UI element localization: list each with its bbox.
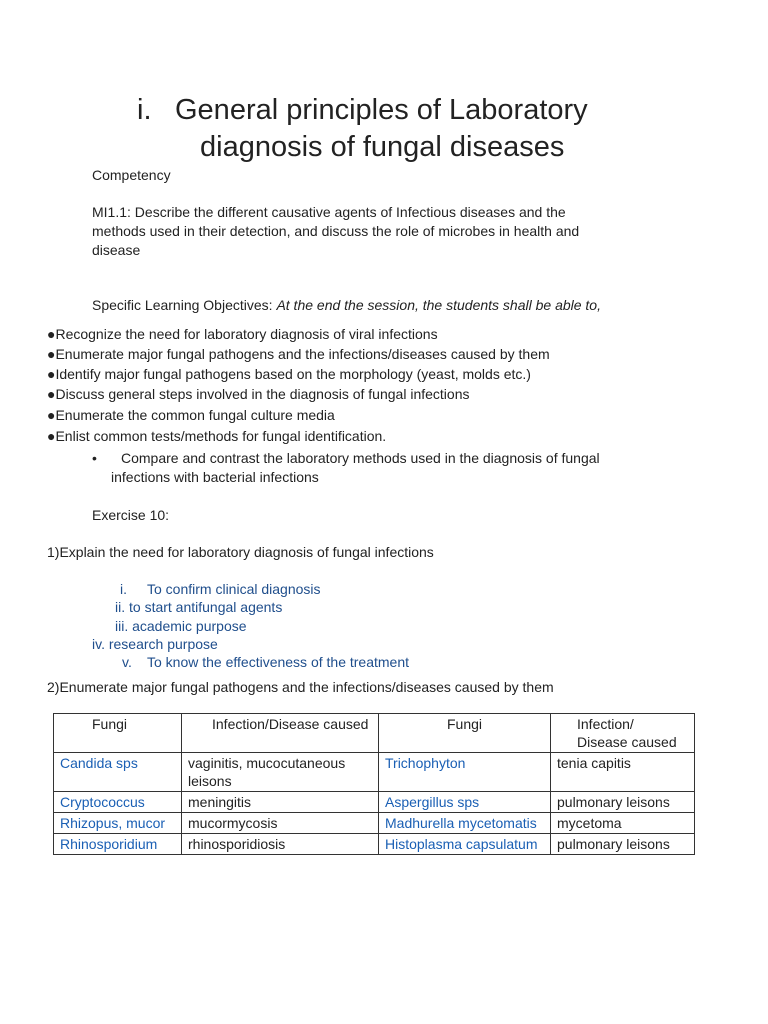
competency-line-2: methods used in their detection, and discuss the role of microbes in health and <box>92 223 580 239</box>
slo-item-7-bullet: • <box>92 450 97 466</box>
header-fungi-2: Fungi <box>379 714 551 753</box>
slo-item-1: ●Recognize the need for laboratory diagnosis of viral infections <box>47 326 438 342</box>
slo-item-7-line-1: Compare and contrast the laboratory methods used in the diagnosis of fungal <box>121 450 600 466</box>
disease-cell: pulmonary leisons <box>551 792 695 813</box>
table-header-row <box>54 714 695 753</box>
question-1: 1)Explain the need for laboratory diagnosis of fungal infections <box>47 544 434 560</box>
slo-item-3: ●Identify major fungal pathogens based on the morphology (yeast, molds etc.) <box>47 366 531 382</box>
fungus-cell: Cryptococcus <box>54 792 182 813</box>
header-disease-1: Infection/Disease caused <box>182 714 379 753</box>
competency-line-1: MI1.1: Describe the different causative agents of Infectious diseases and the <box>92 204 566 220</box>
table-row <box>54 753 695 792</box>
fungal-pathogens-table <box>53 713 695 855</box>
disease-cell: meningitis <box>182 792 379 813</box>
exercise-heading: Exercise 10: <box>92 507 170 523</box>
fungus-cell: Rhinosporidium <box>54 834 182 855</box>
table-row <box>54 813 695 834</box>
disease-cell: pulmonary leisons <box>551 834 695 855</box>
disease-cell: mucormycosis <box>182 813 379 834</box>
question-2: 2)Enumerate major fungal pathogens and the infections/diseases caused by them <box>47 679 554 695</box>
header-disease-2: Infection/ Disease caused <box>551 714 695 753</box>
fungus-cell: Trichophyton <box>379 753 551 792</box>
title-text-1: General principles of Laboratory <box>175 94 588 126</box>
slo-item-7-line-2: infections with bacterial infections <box>111 469 319 485</box>
slo-item-6: ●Enlist common tests/methods for fungal identification. <box>47 428 387 444</box>
header-fungi-1: Fungi <box>54 714 182 753</box>
answer-1-number: i. <box>120 581 127 597</box>
table-row <box>54 792 695 813</box>
slo-intro: At the end the session, the students shall be able to, <box>276 297 601 313</box>
fungus-cell: Rhizopus, mucor <box>54 813 182 834</box>
answer-5-number: v. <box>122 654 132 670</box>
slo-item-5: ●Enumerate the common fungal culture media <box>47 407 335 423</box>
slo-item-4: ●Discuss general steps involved in the diagnosis of fungal infections <box>47 386 470 402</box>
slo-heading <box>92 296 601 315</box>
disease-cell: mycetoma <box>551 813 695 834</box>
table-row <box>54 834 695 855</box>
title-number: i. <box>137 94 152 126</box>
disease-cell: vaginitis, mucocutaneous leisons <box>182 753 379 792</box>
answer-4: iv. research purpose <box>92 636 218 652</box>
slo-label: Specific Learning Objectives: <box>92 297 273 313</box>
disease-cell: rhinosporidiosis <box>182 834 379 855</box>
slo-item-2: ●Enumerate major fungal pathogens and the infections/diseases caused by them <box>47 346 550 362</box>
disease-cell: tenia capitis <box>551 753 695 792</box>
competency-heading: Competency <box>92 167 171 183</box>
answer-1-text: To confirm clinical diagnosis <box>147 581 321 597</box>
answer-2: ii. to start antifungal agents <box>115 599 283 615</box>
title-text-2: diagnosis of fungal diseases <box>200 131 565 163</box>
answer-3: iii. academic purpose <box>115 618 247 634</box>
fungus-cell: Candida sps <box>54 753 182 792</box>
competency-line-3: disease <box>92 242 141 258</box>
fungus-cell: Aspergillus sps <box>379 792 551 813</box>
answer-5-text: To know the effectiveness of the treatment <box>147 654 410 670</box>
fungus-cell: Madhurella mycetomatis <box>379 813 551 834</box>
fungus-cell: Histoplasma capsulatum <box>379 834 551 855</box>
